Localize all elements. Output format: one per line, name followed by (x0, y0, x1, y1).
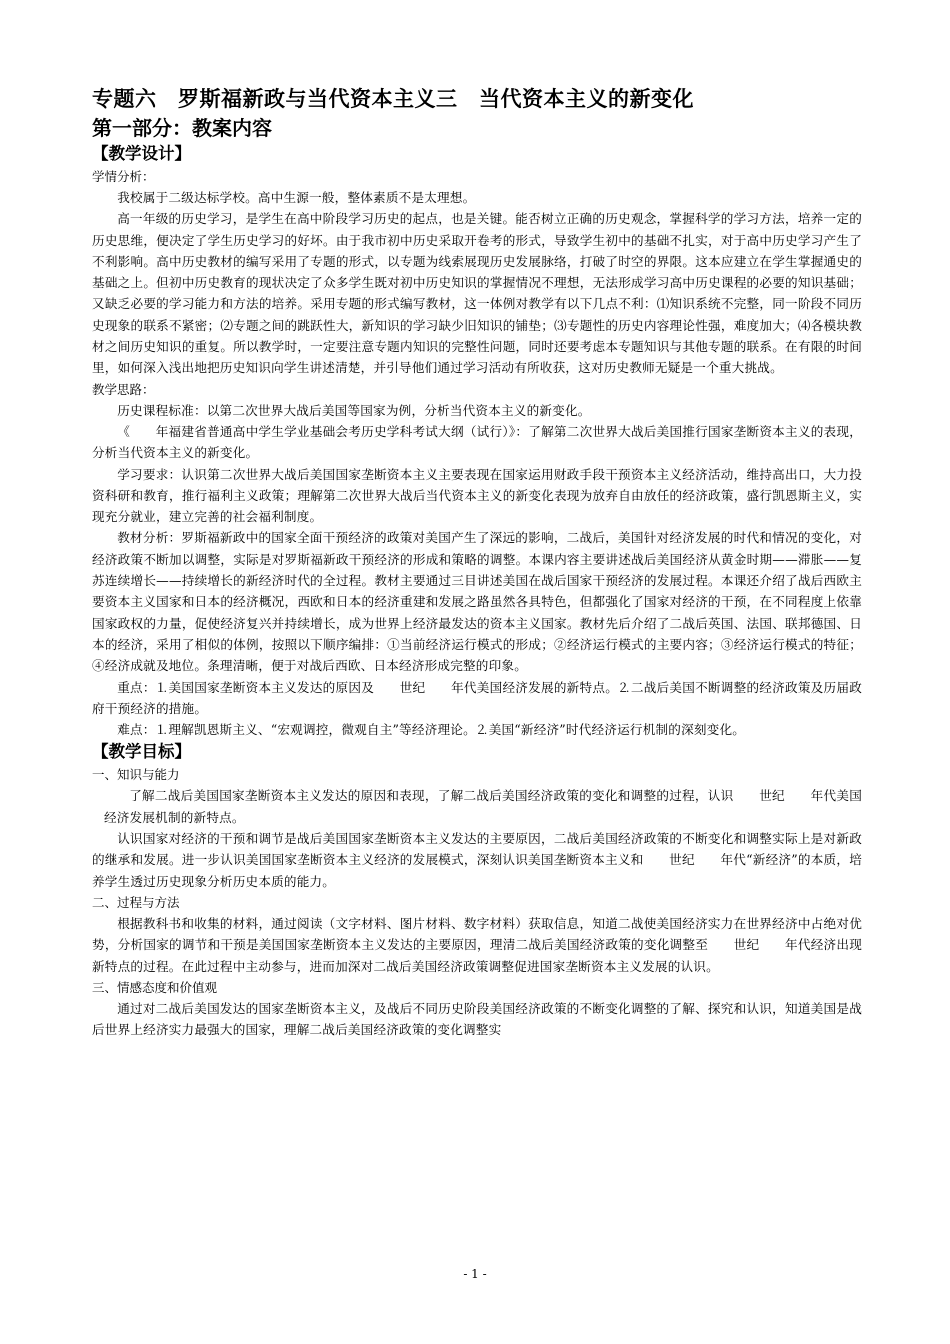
label-teaching-approach: 教学思路： (92, 381, 155, 397)
paragraph-key-points: 重点：⒈美国国家垄断资本主义发达的原因及 世纪 年代美国经济发展的新特点。⒉二战后美国不断调整的经济政策及历届政府干预经济的措施。 (92, 679, 862, 716)
section-heading-goals: 【教学目标】 (92, 742, 191, 762)
paragraph-difficulties: 难点：⒈理解凯恩斯主义、“宏观调控，微观自主”等经济理论。⒉美国“新经济”时代经济运行机制的深刻变化。 (117, 722, 746, 738)
document-title: 专题六 罗斯福新政与当代资本主义三 当代资本主义的新变化 (92, 86, 694, 111)
paragraph-textbook-analysis: 教材分析：罗斯福新政中的国家全面干预经济的政策对美国产生了深远的影响，二战后，美国针对经济发展的时代和情况的变化，对经济政策不断加以调整，实际是对罗斯福新政干预经济的形成和策略的调整。本课内容主要讲述战后美国经济从黄金时期——滞胀——复苏连续增长——持续增长的新经济时代的全过程。教材主要通过三目讲述美国在战后国家干预经济的发展过程。本课还介绍了战后西欧主要资本主义国家和日本的经济概况，西欧和日本的经济重建和发展之路虽然各具特色，但都强化了国家对经济的干预，在不同程度上依靠国家政权的力量，促使经济复兴并持续增长，成为世界上经济最发达的资本主义国家。教材先后介绍了二战后英国、法国、联邦德国、日本的经济，采用了相似的体例，按照以下顺序编排：①当前经济运行模式的形成；②经济运行模式的主要内容；③经济运行模式的特征；④经济成就及地位。条理清晰，便于对战后西欧、日本经济形成完整的印象。 (92, 530, 862, 674)
document-body (92, 84, 862, 1040)
paragraph-school-level: 我校属于二级达标学校。高中生源一般，整体素质不是太理想。 (117, 190, 476, 205)
paragraph-exam-outline: 《 年福建省普通高中学生学业基础会考历史学科考试大纲（试行）》：了解第二次世界大战后美国推行国家垄断资本主义的表现，分析当代资本主义的新变化。 (92, 423, 862, 461)
paragraph-knowledge-goal-2: 认识国家对经济的干预和调节是战后美国国家垄断资本主义发达的主要原因，二战后美国经济政策的不断变化和调整实际上是对新政的继承和发展。进一步认识美国国家垄断资本主义经济的发展模式，深刻认识美国垄断资本主义和 世纪 年代“新经济”的本质，培养学生透过历史现象分析历史本质的能力。 (92, 831, 862, 889)
label-emotion-values: 三、情感态度和价值观 (92, 979, 218, 995)
section-heading-design: 【教学设计】 (92, 144, 191, 163)
label-knowledge-ability: 一、知识与能力 (92, 767, 180, 783)
label-process-method: 二、过程与方法 (92, 894, 180, 910)
page-number: - 1 - (463, 1267, 487, 1281)
paragraph-knowledge-goal-1: 了解二战后美国国家垄断资本主义发达的原因和表现，了解二战后美国经济政策的变化和调整的过程，认识 世纪 年代美国经济发展机制的新特点。 (104, 788, 862, 825)
paragraph-learning-requirements: 学习要求：认识第二次世界大战后美国国家垄断资本主义主要表现在国家运用财政手段干预资本主义经济活动，维持高出口，大力投资科研和教育，推行福利主义政策；理解第二次世界大战后当代资本主义的新变化表现为放弃自由放任的经济政策，盛行凯恩斯主义，实现充分就业，建立完善的社会福利制度。 (92, 466, 862, 525)
paragraph-emotion-values: 通过对二战后美国发达的国家垄断资本主义，及战后不同历史阶段美国经济政策的不断变化调整的了解、探究和认识，知道美国是战后世界上经济实力最强大的国家，理解二战后美国经济政策的变化调整实 (92, 1000, 862, 1038)
label-student-analysis: 学情分析： (92, 169, 155, 184)
paragraph-grade-one-analysis: 高一年级的历史学习，是学生在高中阶段学习历史的起点，也是关键。能否树立正确的历史观念，掌握科学的学习方法，培养一定的历史思维，便决定了学生历史学习的好坏。由于我市初中历史采取开卷考的形式，导致学生初中的基础不扎实，对于高中历史学习产生了不利影响。高中历史教材的编写采用了专题的形式，以专题为线索展现历史发展脉络，打破了时空的界限。这本应建立在学生掌握通史的基础之上。但初中历史教育的现状决定了众多学生既对初中历史知识的掌握情况不理想，无法形成学习高中历史课程的必要的知识基础；又缺乏必要的学习能力和方法的培养。采用专题的形式编写教材，这一体例对教学有以下几点不利：⑴知识系统不完整，同一阶段不同历史现象的联系不紧密；⑵专题之间的跳跃性大，新知识的学习缺少旧知识的铺垫；⑶专题性的历史内容理论性强，难度加大；⑷各模块教材之间历史知识的重复。所以教学时，一定要注意专题内知识的完整性问题，同时还要考虑本专题知识与其他专题的联系。在有限的时间里，如何深入浅出地把历史知识向学生讲述清楚，并引导他们通过学习活动有所收获，这对历史教师无疑是一个重大挑战。 (92, 211, 862, 376)
paragraph-curriculum-standard: 历史课程标准：以第二次世界大战后美国等国家为例，分析当代资本主义的新变化。 (117, 402, 591, 418)
paragraph-process-method: 根据教科书和收集的材料，通过阅读（文字材料、图片材料、数字材料）获取信息，知道二战使美国经济实力在世界经济中占绝对优势，分析国家的调节和干预是美国国家垄断资本主义发达的主要原因，理清二战后美国经济政策的变化调整至 世纪 年代经济出现新特点的过程。在此过程中主动参与，进而加深对二战后美国经济政策调整促进国家垄断资本主义发展的认识。 (92, 915, 862, 974)
part-heading: 第一部分：教案内容 (92, 116, 272, 140)
